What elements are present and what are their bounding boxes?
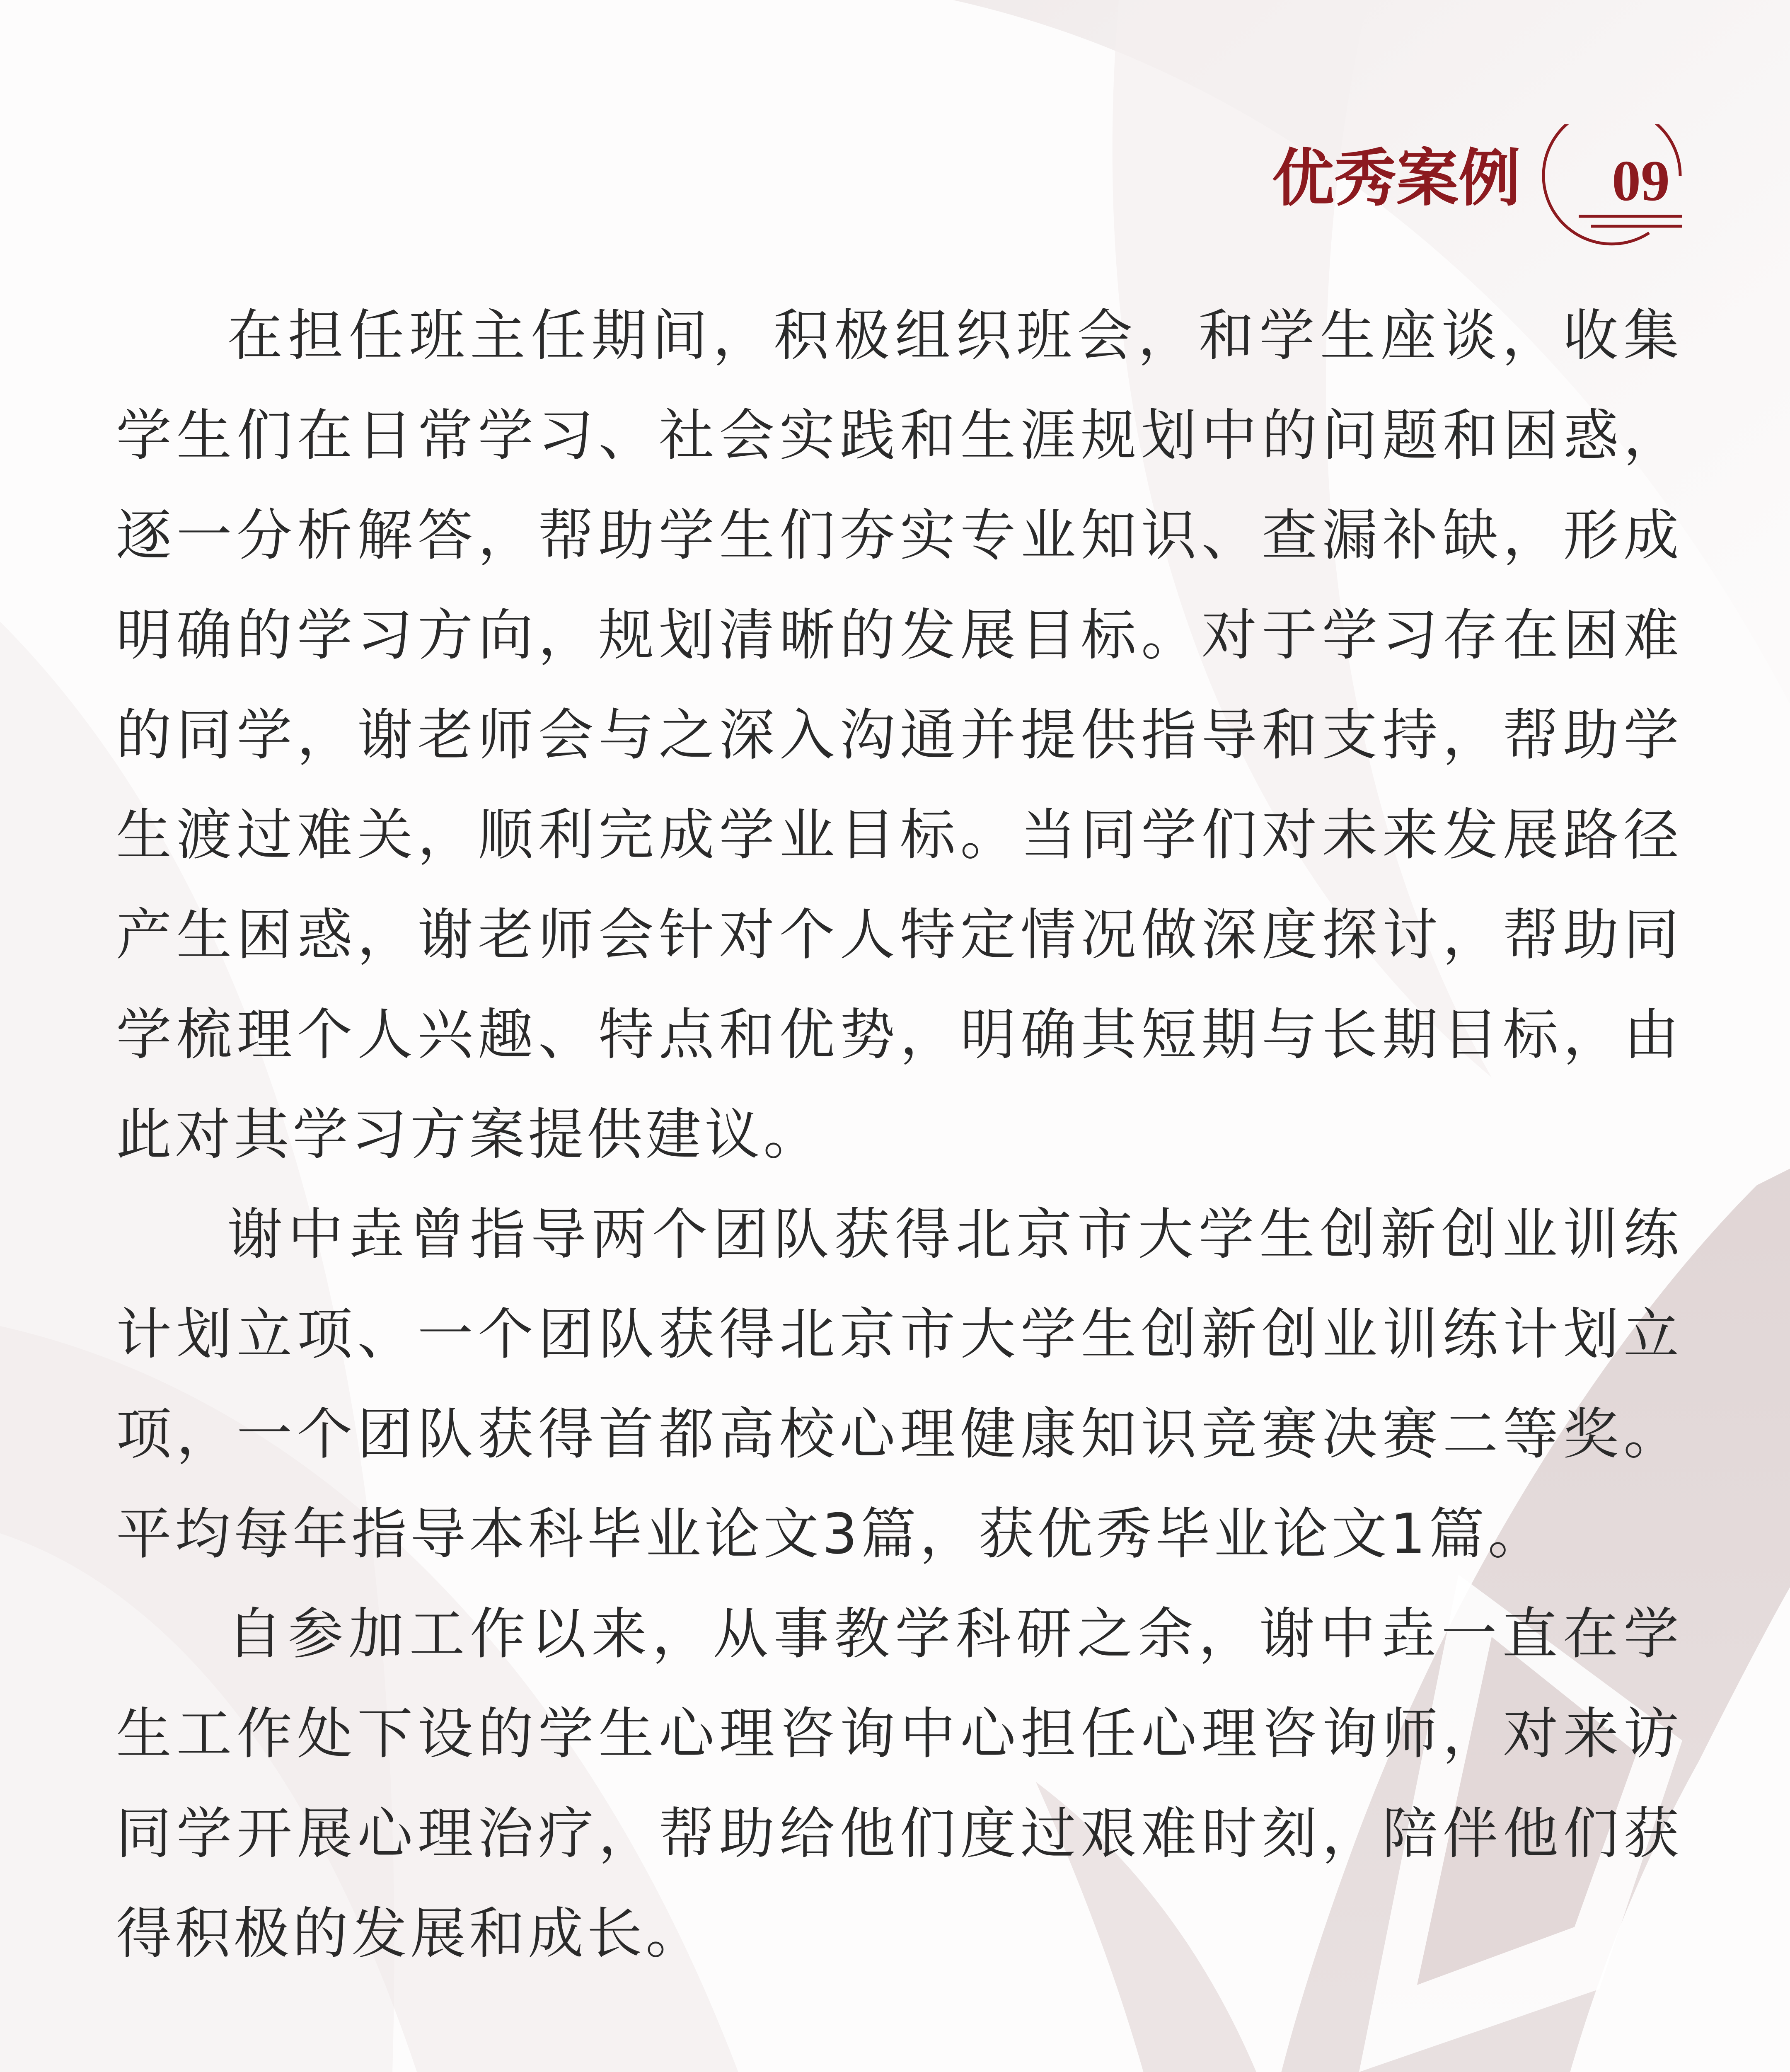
section-title: 优秀案例 xyxy=(1272,142,1521,215)
paragraph: 在担任班主任期间，积极组织班会，和学生座谈，收集学生们在日常学习、社会实践和生涯规划中的问题和困惑，逐一分析解答，帮助学生们夯实专业知识、查漏补缺，形成明确的学习方向，规划清晰的发展目标。对于学习存在困难的同学，谢老师会与之深入沟通并提供指导和支持，帮助学生渡过难关，顺利完成学业目标。当同学们对未来发展路径产生困惑，谢老师会针对个人特定情况做深度探讨，帮助同学梳理个人兴趣、特点和优势，明确其短期与长期目标，由此对其学习方案提供建议。 xyxy=(116,303,1682,1167)
paragraph: 自参加工作以来，从事教学科研之余，谢中垚一直在学生工作处下设的学生心理咨询中心担任心理咨询师，对来访同学开展心理治疗，帮助给他们度过艰难时刻，陪伴他们获得积极的发展和成长。 xyxy=(116,1602,1682,1966)
paragraph: 谢中垚曾指导两个团队获得北京市大学生创新创业训练计划立项、一个团队获得北京市大学生创新创业训练计划立项，一个团队获得首都高校心理健康知识竞赛决赛二等奖。平均每年指导本科毕业论文3篇，获优秀毕业论文1篇。 xyxy=(116,1202,1682,1566)
page-header xyxy=(1264,124,1720,249)
article-body xyxy=(116,286,1682,2072)
page-number: 09 xyxy=(1612,149,1670,213)
